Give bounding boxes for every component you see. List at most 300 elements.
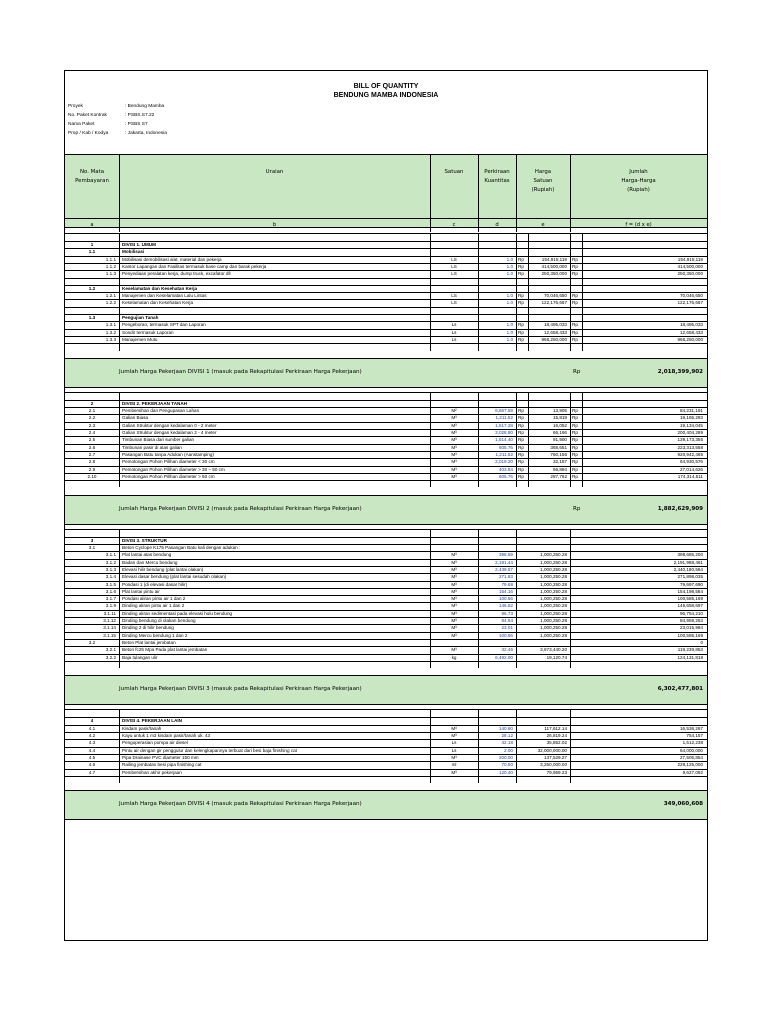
unit-price: 18,495,033: [544, 322, 567, 328]
line-total: 271,898,035: [677, 574, 703, 580]
item-quantity: 96.73: [501, 610, 513, 616]
unit-price: 1,000,250.28: [540, 632, 567, 638]
item-number: 3.1.11: [103, 610, 116, 616]
division-subtotal: [65, 358, 707, 388]
info-value: : Jakarta, Indonesia: [125, 131, 167, 136]
item-number: 1.3: [88, 315, 96, 320]
unit-price: 154,915,119: [541, 256, 567, 262]
line-total: 70,046,650: [680, 293, 703, 299]
item-description: Pengujian Tanah: [122, 315, 159, 320]
column-code: e: [541, 222, 545, 228]
item-description: Badan dan Mercu bendung: [122, 559, 178, 565]
row-line: [65, 717, 707, 718]
unit-price: 12,658,433: [544, 329, 567, 335]
line-total: 966,250,000: [677, 336, 703, 342]
currency-label: Rp: [518, 329, 524, 335]
item-number: 3.2: [88, 639, 96, 645]
column-divider: [430, 529, 431, 668]
boq-sheet: [64, 70, 708, 941]
row-line: [65, 661, 707, 662]
row-line: [65, 407, 707, 408]
unit-price: 1,000,250.28: [540, 618, 567, 623]
row-line: [65, 299, 707, 300]
line-total: 84,231,191: [680, 408, 703, 414]
table-row: [65, 732, 707, 739]
header-kuantitas: Perkiraan: [484, 169, 510, 175]
row-line: [65, 321, 707, 322]
item-description: Baja tulangan ulir: [122, 654, 158, 660]
item-description: Pipa Drainase PVC diameter 150 mm: [122, 754, 199, 760]
subtotal-label: Jumlah Harga Pekerjaan DIVISI 1 (masuk pada Rekapitulasi Perkiraan Harga Pekerjaan): [119, 368, 362, 375]
item-quantity: 140.60: [498, 725, 513, 731]
currency-label: Rp: [518, 422, 524, 428]
item-quantity: 200.00: [498, 754, 513, 760]
table-row: [65, 573, 707, 580]
unit-price: 1,000,250.28: [540, 574, 567, 580]
item-unit: M³: [451, 473, 457, 479]
item-description: Pondasi 1 (di elevasi dasar hilir): [122, 581, 188, 587]
table-row: [65, 285, 707, 292]
item-number: 1.1.2: [105, 263, 116, 269]
line-total: 16,536,267: [680, 725, 703, 731]
currency-label: Rp: [518, 415, 524, 421]
table-row: [65, 588, 707, 595]
item-quantity: 2.00: [504, 747, 513, 753]
info-label: Proyek: [68, 104, 83, 109]
row-line: [65, 466, 707, 467]
line-total: 398,685,200: [677, 552, 703, 558]
item-unit: M³: [451, 430, 457, 435]
item-number: 3.1: [88, 545, 96, 550]
header-jumlah: (Rupiah): [627, 187, 650, 193]
item-description: Kisdam pasir/tanah: [122, 725, 162, 731]
currency-label: Rp: [518, 466, 524, 472]
table-row: [65, 407, 707, 414]
line-total: 9,627,092: [682, 769, 703, 775]
unit-price: 32,157: [552, 459, 567, 465]
column-divider: [478, 154, 479, 232]
item-quantity: 28.12: [501, 733, 513, 738]
unit-price: 16,052: [552, 422, 567, 428]
item-quantity: 1.0: [506, 293, 513, 299]
item-unit: Ls: [451, 336, 457, 342]
table-row: [65, 632, 707, 639]
table-row: [65, 466, 707, 473]
column-code: c: [452, 222, 456, 228]
unit-price: 26,819.24: [546, 733, 567, 738]
column-divider: [516, 154, 517, 232]
header-no: Pembayaran: [75, 178, 109, 184]
unit-price: 1,000,250.28: [540, 603, 567, 609]
line-total: 100,585,169: [677, 632, 703, 638]
column-divider: [582, 392, 583, 488]
currency-label: Rp: [572, 444, 578, 450]
unit-price: 1,000,250.28: [540, 581, 567, 587]
item-unit: M³: [451, 444, 457, 450]
item-unit: Ls: [451, 322, 457, 328]
item-description: Manajemen Mutu: [122, 336, 158, 342]
row-line: [65, 595, 707, 596]
item-quantity: 398.59: [498, 552, 513, 558]
unit-price: 1,000,250.28: [540, 559, 567, 565]
unit-price: 368,651: [550, 444, 567, 450]
currency-label: Rp: [518, 263, 524, 269]
table-row: [65, 595, 707, 602]
unit-price: 66,166: [552, 430, 567, 435]
table-row: [65, 400, 707, 407]
column-divider: [478, 709, 479, 783]
table-row: [65, 646, 707, 653]
row-line: [65, 444, 707, 445]
table-row: [65, 754, 707, 761]
table-row: [65, 321, 707, 328]
item-unit: Ls: [451, 740, 457, 746]
row-line: [65, 566, 707, 567]
item-number: 1.3.2: [105, 329, 116, 335]
item-number: 3.1.12: [103, 618, 116, 623]
currency-label: Rp: [518, 271, 524, 277]
currency-label: Rp: [572, 415, 578, 421]
line-total: 920,942,465: [677, 451, 703, 457]
unit-price: 122,176,667: [541, 300, 567, 306]
division-subtotal: [65, 790, 707, 820]
column-divider: [119, 233, 120, 351]
line-total: 12,658,433: [680, 329, 703, 335]
info-label: No. Paket Kontrak: [68, 113, 107, 118]
line-total: 23,015,984: [680, 625, 703, 631]
item-unit: LS: [451, 263, 457, 269]
item-number: 3: [90, 537, 94, 543]
line-total: 122,176,667: [677, 300, 703, 306]
item-number: 3.1.2: [105, 559, 116, 565]
item-number: 2.2: [88, 415, 96, 421]
column-code: d: [495, 222, 499, 228]
item-quantity: 42.18: [501, 740, 513, 746]
item-quantity: 23.01: [501, 625, 513, 631]
line-total: 2,191,988,461: [673, 559, 703, 565]
item-description: Dinding aliran pintu air 1 dan 2: [122, 603, 185, 609]
header-harga: (Rupiah): [531, 187, 555, 193]
item-quantity: 100.56: [498, 596, 513, 602]
item-number: 2.7: [88, 451, 96, 457]
row-line: [65, 559, 707, 560]
item-description: Kayu untuk 1 m3 kisdam pasir/tanah uk. 43: [122, 733, 211, 738]
info-value: : PSBS.S7.22: [125, 113, 155, 118]
item-unit: ml: [451, 762, 457, 768]
currency-label: Rp: [518, 322, 524, 328]
column-divider: [430, 154, 431, 232]
item-unit: M³: [451, 769, 457, 775]
row-line: [65, 588, 707, 589]
row-line: [65, 256, 707, 257]
column-divider: [528, 392, 529, 488]
item-number: 2.1: [88, 408, 96, 414]
item-description: Pemotongan Pohon Pilihan diameter > 50 cm: [122, 473, 215, 479]
item-quantity: 3,028.80: [495, 430, 513, 435]
item-unit: Ls: [451, 747, 457, 753]
item-quantity: 32.46: [501, 647, 513, 653]
item-description: Pemotongan Pohon Pilihan diameter > 30 – 50 cm: [122, 466, 225, 472]
header-uraian: Uraian: [265, 169, 284, 175]
row-line: [65, 646, 707, 647]
column-divider: [570, 392, 571, 488]
row-line: [65, 336, 707, 337]
column-divider: [570, 529, 571, 668]
item-quantity: 1.0: [506, 322, 513, 328]
item-unit: M³: [451, 559, 457, 565]
subtotal-value: 6,302,477,801: [657, 686, 703, 693]
item-description: Keselamatan dan Kesehatan Kerja: [122, 300, 193, 306]
line-total: 27,014,626: [680, 466, 703, 472]
table-row: [65, 314, 707, 321]
item-description: Dinding Mercu bendung 1 dan 2: [122, 632, 188, 638]
line-total: 1,512,238: [682, 740, 703, 746]
line-total: 139,173,355: [677, 437, 703, 443]
unit-price: 1,000,250.28: [540, 610, 567, 616]
row-line: [65, 392, 707, 393]
item-description: Galian Struktur dengan kedalaman 2 - 4 meter: [122, 430, 217, 435]
line-total: 250,350,000: [677, 271, 703, 277]
item-unit: M³: [451, 625, 457, 631]
line-total: 146,658,697: [677, 603, 703, 609]
currency-label: Rp: [573, 505, 581, 512]
item-quantity: 2,439.57: [495, 566, 513, 572]
header-no: No. Mata: [79, 169, 105, 175]
item-description: Pintu air dengan gir penggulur dan kelengkapannya terbuat dari besi baja finishing cat: [122, 747, 297, 753]
header-jumlah: Harga-Harga: [621, 178, 656, 184]
row-line: [65, 632, 707, 633]
item-quantity: 146.62: [498, 603, 513, 609]
row-line: [65, 241, 707, 242]
item-unit: M³: [451, 552, 457, 558]
item-number: 1.2.2: [105, 300, 116, 306]
item-unit: M³: [451, 725, 457, 731]
document-subtitle: BENDUNG MAMBA INDONESIA: [333, 92, 439, 99]
item-quantity: 84.94: [501, 618, 513, 623]
item-number: 3.1.15: [103, 632, 116, 638]
table-row: [65, 414, 707, 421]
line-total: 84,959,253: [680, 618, 703, 623]
row-line: [65, 573, 707, 574]
currency-label: Rp: [572, 256, 578, 262]
item-description: Elevasi hilir bendung (plat lantai olakan): [122, 566, 204, 572]
currency-label: Rp: [518, 430, 524, 435]
line-total: 414,500,000: [677, 263, 703, 269]
item-description: Kantor Lapangan dan Fasilitas termasuk base camp dan barak pekerja: [122, 263, 267, 269]
item-quantity: 120.40: [498, 769, 513, 775]
column-divider: [430, 709, 431, 783]
item-quantity: 403.84: [498, 466, 513, 472]
unit-price: 70,046,650: [544, 293, 567, 299]
item-unit: M³: [451, 574, 457, 580]
table-row: [65, 263, 707, 270]
item-description: Mobilisasi: [122, 249, 145, 255]
document-title: BILL OF QUANTITY: [353, 83, 419, 90]
item-description: Pengeboran, termasuk SPT dan Laporan: [122, 322, 206, 328]
row-line: [65, 654, 707, 655]
unit-price: 35,852.02: [546, 740, 567, 746]
division-subtotal: [65, 675, 707, 705]
unit-price: 1,000,250.28: [540, 566, 567, 572]
row-line: [65, 709, 707, 710]
column-divider: [516, 709, 517, 783]
row-line: [65, 285, 707, 286]
division-subtotal: [65, 495, 707, 525]
row-line: [65, 581, 707, 582]
line-total: 2,440,180,564: [673, 566, 703, 572]
item-number: [65, 278, 119, 285]
column-divider: [582, 233, 583, 351]
unit-price: 137,529.27: [544, 754, 567, 760]
line-total: 154,198,584: [677, 588, 703, 594]
line-total: 27,505,854: [680, 754, 703, 760]
row-line: [65, 436, 707, 437]
table-row: [65, 256, 707, 263]
row-line: [65, 725, 707, 726]
currency-label: Rp: [572, 437, 578, 443]
item-unit: LS: [451, 271, 457, 277]
item-unit: M³: [451, 437, 457, 443]
line-total: 18,495,033: [680, 322, 703, 328]
item-unit: M³: [451, 647, 457, 653]
item-quantity: 2,019.20: [495, 459, 513, 465]
currency-label: Rp: [518, 300, 524, 306]
item-quantity: 1.0: [506, 256, 513, 262]
currency-label: Rp: [572, 336, 578, 342]
unit-price: 66,894: [552, 466, 567, 472]
currency-label: Rp: [518, 437, 524, 443]
unit-price: 966,250,000: [541, 336, 567, 342]
row-line: [65, 747, 707, 748]
item-description: Keselamatan dan Kesehatan Kerja: [122, 285, 198, 291]
unit-price: 117,612.14: [544, 725, 567, 731]
column-code: b: [272, 222, 277, 228]
row-line: [65, 414, 707, 415]
line-total: 223,313,558: [677, 444, 703, 450]
unit-price: 1,000,250.28: [540, 596, 567, 602]
table-row: [65, 544, 707, 551]
item-unit: M³: [451, 588, 457, 594]
row-line: [65, 329, 707, 330]
line-total: 100,585,169: [677, 596, 703, 602]
table-row: [65, 241, 707, 248]
currency-label: Rp: [572, 473, 578, 479]
column-divider: [516, 392, 517, 488]
item-number: 4.6: [88, 762, 96, 768]
line-total: 229,125,000: [677, 762, 703, 768]
item-description: Beton fc25 Mpa Pada plat lantai jembatan: [122, 647, 208, 653]
item-description: DIVISI 2. PEKERJAAN TANAH: [122, 400, 188, 406]
currency-label: Rp: [572, 466, 578, 472]
currency-label: Rp: [573, 368, 581, 375]
item-quantity: 1,517.28: [495, 422, 513, 428]
row-line: [65, 551, 707, 552]
item-unit: Ls: [451, 329, 457, 335]
row-line: [65, 480, 707, 481]
column-code: f = (d x e): [625, 222, 652, 228]
item-number: 3.1.5: [105, 581, 116, 587]
info-value: : PSBS S7: [125, 122, 148, 127]
row-line: [65, 292, 707, 293]
row-line: [65, 624, 707, 625]
unit-price: 760,156: [550, 451, 567, 457]
currency-label: Rp: [572, 300, 578, 306]
line-total: 154,915,119: [677, 256, 703, 262]
subtotal-label: Jumlah Harga Pekerjaan DIVISI 2 (masuk pada Rekapitulasi Perkiraan Harga Pekerjaan): [119, 505, 362, 512]
column-divider: [570, 154, 571, 232]
item-number: 3.1.9: [105, 603, 116, 609]
row-line: [65, 602, 707, 603]
row-line: [65, 617, 707, 618]
table-row: [65, 429, 707, 436]
unit-price: 287,762: [550, 473, 567, 479]
item-description: DIVISI 1. UMUM: [122, 242, 156, 247]
table-row: [65, 610, 707, 617]
item-quantity: 271.83: [498, 574, 513, 580]
column-divider: [478, 529, 479, 668]
row-line: [65, 343, 707, 344]
line-total: 19,165,293: [680, 415, 703, 421]
currency-label: Rp: [572, 422, 578, 428]
header-harga: Satuan: [533, 178, 553, 184]
subtotal-value: 349,060,608: [663, 801, 703, 808]
item-quantity: 605.76: [498, 444, 513, 450]
currency-label: Rp: [572, 271, 578, 277]
header-jumlah: Jumlah: [629, 169, 648, 175]
item-unit: M³: [451, 451, 457, 457]
row-line: [65, 458, 707, 459]
item-number: 3.1.1: [105, 552, 116, 558]
item-number: 1.3.3: [105, 336, 116, 342]
item-number: 1: [90, 242, 94, 247]
currency-label: Rp: [572, 322, 578, 328]
header-satuan: Satuan: [444, 169, 464, 175]
item-unit: M³: [451, 566, 457, 572]
item-description: Dinding aliran sedimentasi pada elevasi hulu bendung: [122, 610, 233, 616]
item-unit: M²: [451, 408, 457, 414]
row-line: [65, 769, 707, 770]
item-quantity: 1,211.52: [495, 451, 513, 457]
item-number: 2.8: [88, 459, 96, 465]
item-number: 2.10: [87, 473, 97, 479]
item-quantity: 2,191.44: [495, 559, 513, 565]
item-quantity: 79.68: [501, 581, 513, 587]
column-divider: [528, 233, 529, 351]
item-number: 3.2.2: [105, 654, 116, 660]
item-description: Timbunan Biasa dari sumber galian: [122, 437, 195, 443]
row-line: [65, 473, 707, 474]
item-unit: M³: [451, 415, 457, 421]
item-quantity: 1.0: [506, 300, 513, 306]
table-row: [65, 270, 707, 277]
item-description: Manajemen dan Keselamatan Lalu Lintas: [122, 293, 207, 299]
table-row: [65, 551, 707, 558]
row-line: [65, 610, 707, 611]
item-number: 3.2.1: [105, 647, 116, 653]
row-line: [65, 314, 707, 315]
row-line: [65, 537, 707, 538]
line-total: 79,697,690: [680, 581, 703, 587]
header-harga: Harga: [534, 169, 552, 175]
item-unit: M³: [451, 596, 457, 602]
row-line: [65, 639, 707, 640]
item-unit: M³: [451, 618, 457, 623]
item-unit: LS: [451, 300, 457, 306]
item-number: 1.2: [88, 285, 96, 291]
unit-price: 91,900: [552, 437, 567, 443]
unit-price: 1,000,250.28: [540, 588, 567, 594]
currency-label: Rp: [572, 451, 578, 457]
